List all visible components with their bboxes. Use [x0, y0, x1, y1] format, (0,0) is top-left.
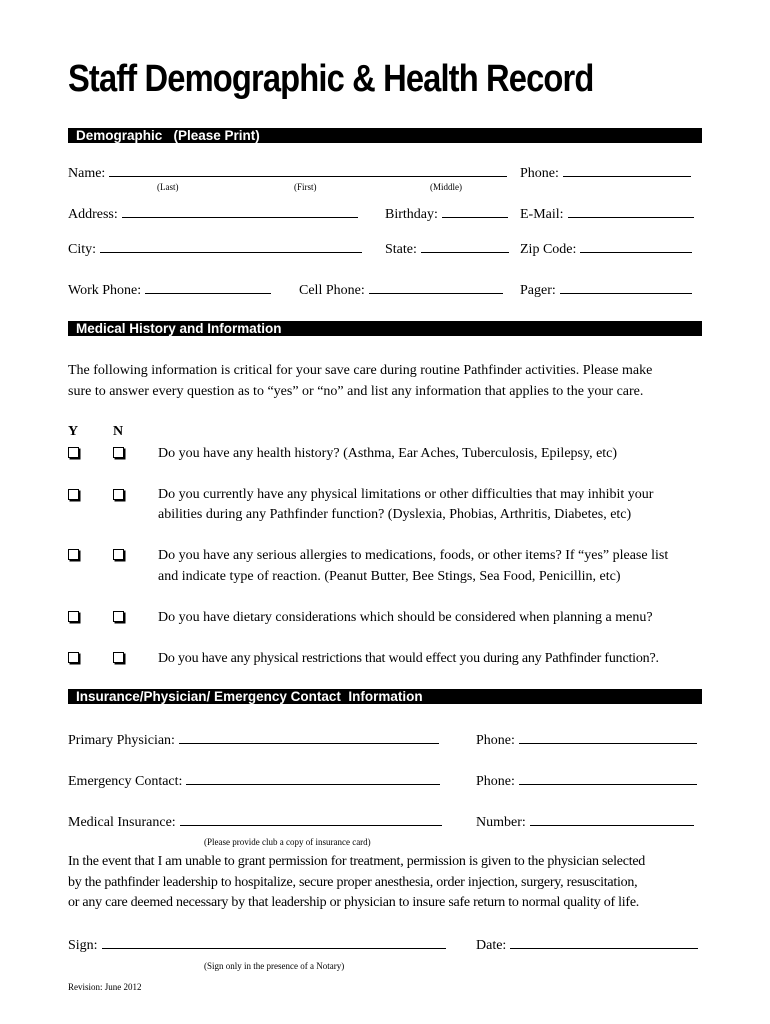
- date-field-row: [476, 936, 698, 954]
- question-3-yes-checkbox[interactable]: [68, 549, 79, 560]
- question-2-yes-checkbox[interactable]: [68, 489, 79, 500]
- yes-column-header: Y: [68, 424, 79, 439]
- medical-insurance-label: Medical Insurance:: [68, 815, 176, 830]
- sign-field-row: [68, 936, 446, 954]
- question-3-no-checkbox[interactable]: [113, 549, 124, 560]
- address-input-line[interactable]: [122, 205, 358, 218]
- emergency-contact-field-row: [68, 772, 440, 790]
- first-name-hint: (First): [294, 182, 317, 192]
- question-4-yes-checkbox[interactable]: [68, 611, 79, 622]
- cell-phone-field-row: [299, 281, 503, 299]
- section-header-medical: Medical History and Information: [68, 321, 702, 336]
- question-5-no-checkbox[interactable]: [113, 652, 124, 663]
- birthday-field-row: [385, 205, 508, 223]
- primary-physician-label: Primary Physician:: [68, 733, 175, 748]
- question-1-text: Do you have any health history? (Asthma, Ear Aches, Tuberculosis, Epilepsy, etc): [158, 446, 618, 461]
- state-field-row: [385, 240, 509, 258]
- question-4-no-checkbox[interactable]: [113, 611, 124, 622]
- address-label: Address:: [68, 207, 118, 222]
- birthday-label: Birthday:: [385, 207, 438, 222]
- pager-field-row: [520, 281, 692, 299]
- emergency-phone-field-row: [476, 772, 697, 790]
- primary-physician-input-line[interactable]: [179, 731, 439, 744]
- consent-line-2: by the pathfinder leadership to hospitalize, secure proper anesthesia, order injection, surgery, resuscitation,: [68, 875, 638, 890]
- insurance-number-input-line[interactable]: [530, 813, 694, 826]
- medical-insurance-field-row: [68, 813, 442, 831]
- question-2-no-checkbox[interactable]: [113, 489, 124, 500]
- phone-label: Phone:: [520, 166, 559, 181]
- insurance-number-field-row: [476, 813, 694, 831]
- question-5-yes-checkbox[interactable]: [68, 652, 79, 663]
- cell-phone-label: Cell Phone:: [299, 283, 365, 298]
- name-input-line[interactable]: [109, 164, 507, 177]
- question-1-no-checkbox[interactable]: [113, 447, 124, 458]
- question-3-text-line-2: and indicate type of reaction. (Peanut Butter, Bee Stings, Sea Food, Penicillin, etc): [158, 569, 621, 584]
- email-input-line[interactable]: [568, 205, 694, 218]
- medical-insurance-input-line[interactable]: [180, 813, 442, 826]
- date-label: Date:: [476, 938, 507, 953]
- revision-note: Revision: June 2012: [68, 982, 142, 992]
- emergency-contact-label: Emergency Contact:: [68, 774, 183, 789]
- state-input-line[interactable]: [421, 240, 509, 253]
- city-label: City:: [68, 242, 97, 257]
- question-1-yes-checkbox[interactable]: [68, 447, 79, 458]
- primary-physician-field-row: [68, 731, 439, 749]
- medical-intro-line-2: sure to answer every question as to “yes” or “no” and list any information that applies to the your care.: [68, 384, 644, 399]
- question-3-text-line-1: Do you have any serious allergies to medications, foods, or other items? If “yes” please list: [158, 548, 669, 563]
- address-field-row: [68, 205, 358, 223]
- name-field-row: [68, 164, 507, 182]
- physician-phone-field-row: [476, 731, 697, 749]
- last-name-hint: (Last): [157, 182, 179, 192]
- consent-line-3: or any care deemed necessary by that leadership or physician to insure safe return to normal quality of life.: [68, 895, 640, 910]
- pager-input-line[interactable]: [560, 281, 692, 294]
- state-label: State:: [385, 242, 417, 257]
- insurance-card-note: (Please provide club a copy of insurance card): [204, 837, 371, 847]
- question-2-text-line-1: Do you currently have any physical limitations or other difficulties that may inhibit your: [158, 487, 654, 502]
- name-label: Name:: [68, 166, 106, 181]
- zip-label: Zip Code:: [520, 242, 577, 257]
- section-header-demographic: Demographic (Please Print): [68, 128, 702, 143]
- zip-field-row: [520, 240, 692, 258]
- question-4-text: Do you have dietary considerations which should be considered when planning a menu?: [158, 610, 653, 625]
- email-field-row: [520, 205, 694, 223]
- notary-note: (Sign only in the presence of a Notary): [204, 961, 345, 971]
- city-input-line[interactable]: [100, 240, 362, 253]
- work-phone-label: Work Phone:: [68, 283, 142, 298]
- physician-phone-label: Phone:: [476, 733, 515, 748]
- phone-input-line[interactable]: [563, 164, 691, 177]
- physician-phone-input-line[interactable]: [519, 731, 697, 744]
- medical-intro-line-1: The following information is critical for your save care during routine Pathfinder activities. Please make: [68, 363, 653, 378]
- no-column-header: N: [113, 424, 124, 439]
- cell-phone-input-line[interactable]: [369, 281, 503, 294]
- work-phone-field-row: [68, 281, 271, 299]
- pager-label: Pager:: [520, 283, 556, 298]
- signature-input-line[interactable]: [102, 936, 446, 949]
- sign-label: Sign:: [68, 938, 98, 953]
- question-5-text: Do you have any physical restrictions that would effect you during any Pathfinder function?.: [158, 651, 659, 666]
- city-field-row: [68, 240, 362, 258]
- date-input-line[interactable]: [510, 936, 698, 949]
- page-title: Staff Demographic & Health Record: [68, 58, 594, 100]
- phone-field-row: [520, 164, 691, 182]
- emergency-phone-input-line[interactable]: [519, 772, 697, 785]
- work-phone-input-line[interactable]: [145, 281, 271, 294]
- section-header-insurance: Insurance/Physician/ Emergency Contact Information: [68, 689, 702, 704]
- zip-input-line[interactable]: [580, 240, 692, 253]
- insurance-number-label: Number:: [476, 815, 526, 830]
- consent-line-1: In the event that I am unable to grant permission for treatment, permission is given to the physician selected: [68, 854, 646, 869]
- question-2-text-line-2: abilities during any Pathfinder function? (Dyslexia, Phobias, Arthritis, Diabetes, etc): [158, 507, 632, 522]
- email-label: E-Mail:: [520, 207, 564, 222]
- emergency-contact-input-line[interactable]: [186, 772, 440, 785]
- middle-name-hint: (Middle): [430, 182, 462, 192]
- emergency-phone-label: Phone:: [476, 774, 515, 789]
- birthday-input-line[interactable]: [442, 205, 508, 218]
